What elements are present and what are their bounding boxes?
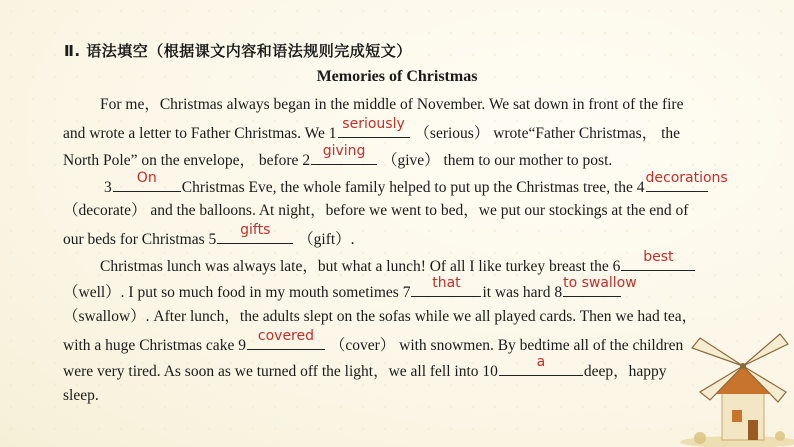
answer-7: that <box>432 275 461 291</box>
blank-6[interactable] <box>621 249 695 271</box>
blank-number: 9 <box>238 337 246 354</box>
line-text: （gift）. <box>298 231 355 248</box>
answer-6: best <box>643 249 674 265</box>
blank-2[interactable] <box>311 143 377 165</box>
blank-number: 8 <box>554 284 563 301</box>
line-text: deep，happy <box>583 363 667 380</box>
answer-3: On <box>136 170 157 186</box>
blank-number: 2 <box>302 152 311 169</box>
passage-line-9: （swallow）. After lunch，the adults slept on the sofas while we all played cards. Then we had tea， <box>63 308 698 325</box>
blank-number: 7 <box>402 284 411 301</box>
answer-5: gifts <box>240 222 271 238</box>
answer-8: to swallow <box>563 275 637 291</box>
line-text: （cover） with snowmen. By bedtime all of the children <box>329 337 684 354</box>
answer-1: seriously <box>342 116 405 132</box>
passage-line-6 <box>63 222 355 250</box>
passage-line-1: For me，Christmas always began in the middle of November. We sat down in front of the fire <box>100 96 684 113</box>
blank-number: 5 <box>208 231 217 248</box>
line-text: our beds for Christmas <box>63 231 205 248</box>
blank-3[interactable] <box>113 170 181 192</box>
blank-number: 6 <box>612 258 621 275</box>
passage-line-11 <box>63 354 667 382</box>
line-text: Christmas lunch was always late，but what a lunch! Of all I like turkey breast the <box>100 258 609 275</box>
passage-line-8 <box>63 275 637 303</box>
blank-number: 4 <box>636 179 645 196</box>
line-text: （give） them to our mother to post. <box>381 152 613 169</box>
windmill-house-icon <box>660 330 794 447</box>
answer-9: covered <box>257 328 314 344</box>
passage-line-12: sleep. <box>63 387 99 404</box>
blank-5[interactable] <box>217 222 293 244</box>
line-text: （serious） wrote“Father Christmas， the <box>414 125 681 142</box>
blank-8[interactable] <box>563 275 637 297</box>
passage-line-5: （decorate） and the balloons. At night，before we went to bed，we put our stockings at the end of <box>63 202 689 219</box>
passage-line-4 <box>104 170 728 198</box>
answer-10: a <box>536 354 546 370</box>
blank-9[interactable] <box>247 328 325 350</box>
blank-number: 10 <box>482 363 498 380</box>
blank-1[interactable] <box>338 116 410 138</box>
blank-number: 1 <box>328 125 337 142</box>
passage-line-10 <box>63 328 684 356</box>
blank-4[interactable] <box>645 170 728 192</box>
line-text: North Pole” on the envelope， before <box>63 152 299 169</box>
section-heading: Ⅱ. 语法填空（根据课文内容和语法规则完成短文） <box>64 42 412 60</box>
line-text: Christmas Eve, the whole family helped to put up the Christmas tree, the <box>181 179 633 196</box>
blank-7[interactable] <box>411 275 481 297</box>
line-text: it was hard <box>482 284 551 301</box>
answer-4: decorations <box>645 170 728 186</box>
blank-10[interactable] <box>499 354 583 376</box>
answer-2: giving <box>322 143 366 159</box>
passage-title: Memories of Christmas <box>316 68 478 85</box>
line-text: with a huge Christmas cake <box>63 337 235 354</box>
line-text: （well）. I put so much food in my mouth sometimes <box>63 284 399 301</box>
line-text: were very tired. As soon as we turned off the light，we all fell into <box>63 363 479 380</box>
line-text: and wrote a letter to Father Christmas. We <box>63 125 325 142</box>
blank-number: 3 <box>104 179 112 196</box>
